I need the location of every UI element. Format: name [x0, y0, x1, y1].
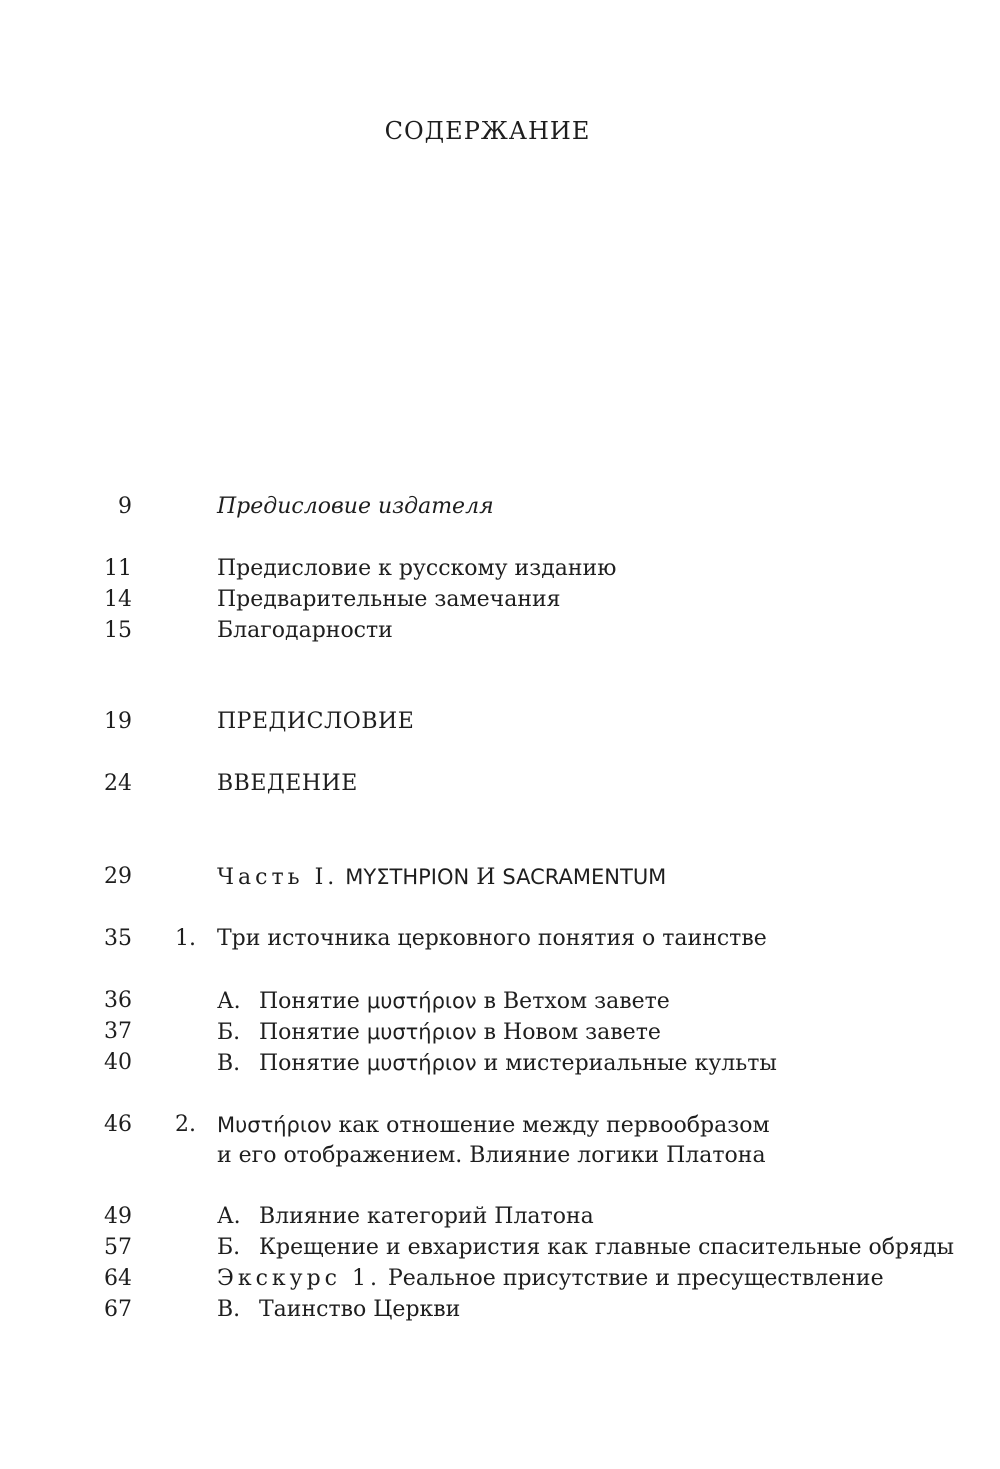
text-part: Понятие [259, 989, 360, 1014]
toc-entry-part1[interactable] [0, 862, 1000, 896]
toc-entry-ch2b[interactable] [0, 1233, 1000, 1267]
toc-entry-russian-edition[interactable] [0, 554, 1000, 588]
entry-title: Предварительные замечания [217, 587, 561, 612]
excursus-label: Экскурс 1. [217, 1266, 381, 1291]
entry-title [217, 1202, 594, 1232]
toc-entry-ch2c[interactable] [0, 1295, 1000, 1329]
conjunction: И [476, 865, 496, 890]
text-part: и мистериальные культы [483, 1051, 777, 1076]
section-label: В. [217, 1297, 241, 1322]
page-number: 19 [104, 709, 132, 734]
entry-title: ПРЕДИСЛОВИЕ [217, 709, 415, 734]
page-number: 49 [104, 1204, 132, 1229]
page-number: 14 [104, 587, 132, 612]
page-number: 64 [104, 1266, 132, 1291]
toc-entry-ch2-continued [0, 1141, 1000, 1175]
entry-title [217, 1048, 777, 1079]
toc-entry-ch1b[interactable] [0, 1017, 1000, 1051]
greek-term: μυστήριον [366, 1051, 477, 1075]
part-label: Часть I. [217, 865, 339, 890]
text-part: Понятие [259, 1020, 360, 1045]
page-number: 11 [104, 556, 132, 581]
text-part: Таинство Церкви [259, 1297, 461, 1322]
toc-entry-ch1[interactable] [0, 924, 1000, 958]
section-label: А. [217, 989, 241, 1014]
page-number: 40 [104, 1050, 132, 1075]
toc-entry-foreword[interactable] [0, 707, 1000, 741]
toc-entry-thanks[interactable] [0, 616, 1000, 650]
toc-entry-publisher-foreword[interactable] [0, 492, 1000, 526]
page-number: 67 [104, 1297, 132, 1322]
entry-title: ВВЕДЕНИЕ [217, 771, 358, 796]
entry-title [217, 1264, 884, 1294]
greek-term: μυστήριον [366, 989, 477, 1013]
entry-title [217, 1295, 460, 1325]
text-part: Понятие [259, 1051, 360, 1076]
section-label: Б. [217, 1235, 241, 1260]
page-number: 29 [104, 864, 132, 889]
greek-term: μυστήριον [366, 1020, 477, 1044]
toc-entry-ch2[interactable] [0, 1110, 1000, 1144]
entry-title: Благодарности [217, 618, 393, 643]
entry-title [217, 1233, 954, 1263]
entry-title: Три источника церковного понятия о таинстве [217, 926, 767, 951]
toc-entry-ch1c[interactable] [0, 1048, 1000, 1082]
toc-entry-ch2a[interactable] [0, 1202, 1000, 1236]
page-number: 24 [104, 771, 132, 796]
page-title: СОДЕРЖАНИЕ [384, 117, 591, 145]
text-part: в Ветхом завете [483, 989, 670, 1014]
page-number: 37 [104, 1019, 132, 1044]
section-label: В. [217, 1051, 241, 1076]
section-label: Б. [217, 1020, 241, 1045]
page-number: 15 [104, 618, 132, 643]
chapter-number: 2. [175, 1112, 196, 1137]
text-part: в Новом завете [483, 1020, 661, 1045]
text-part: Крещение и евхаристия как главные спасительные обряды [259, 1235, 955, 1260]
text-part: Влияние категорий Платона [259, 1204, 594, 1229]
entry-title-continued: и его отображением. Влияние логики Платона [217, 1143, 766, 1168]
page-number: 9 [118, 494, 132, 519]
text-part: Реальное присутствие и пресуществление [388, 1266, 884, 1291]
page-number: 57 [104, 1235, 132, 1260]
page-number: 46 [104, 1112, 132, 1137]
entry-title [217, 862, 666, 893]
toc-entry-ch1a[interactable] [0, 986, 1000, 1020]
greek-term: ΜΥΣΤΗΡΙΟΝ [345, 865, 470, 889]
entry-title [217, 986, 670, 1017]
section-label: А. [217, 1204, 241, 1229]
chapter-number: 1. [175, 926, 196, 951]
entry-title [217, 1110, 770, 1141]
entry-title: Предисловие издателя [217, 494, 494, 519]
entry-title: Предисловие к русскому изданию [217, 556, 617, 581]
page-number: 35 [104, 926, 132, 951]
page-number: 36 [104, 988, 132, 1013]
text-part: как отношение между первообразом [338, 1113, 770, 1138]
latin-term: SACRAMENTUM [502, 865, 667, 889]
toc-entry-intro[interactable] [0, 769, 1000, 803]
toc-entry-excursus[interactable] [0, 1264, 1000, 1298]
toc-entry-preliminary[interactable] [0, 585, 1000, 619]
greek-term: Μυστήριον [217, 1113, 332, 1137]
entry-title [217, 1017, 661, 1048]
